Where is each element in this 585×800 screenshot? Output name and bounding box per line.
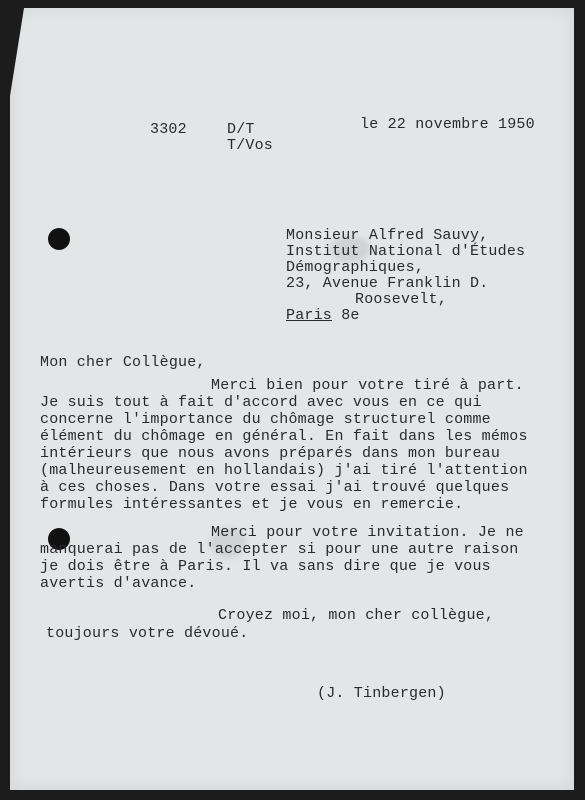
body-line: Merci bien pour votre tiré à part. xyxy=(211,377,524,394)
recipient-city: Paris xyxy=(286,307,333,324)
body-line: à ces choses. Dans votre essai j'ai trouvé quelques xyxy=(40,479,510,496)
reference-code-secondary: T/Vos xyxy=(227,137,274,154)
body-line: concerne l'importance du chômage structurel comme xyxy=(40,411,491,428)
recipient-street-cont: Roosevelt, xyxy=(355,291,448,308)
closing-line: toujours votre dévoué. xyxy=(46,625,249,642)
body-line: élément du chômage en général. En fait dans les mémos xyxy=(40,428,528,445)
letter-date: le 22 novembre 1950 xyxy=(360,116,535,133)
body-line: avertis d'avance. xyxy=(40,575,197,592)
body-line: manquerai pas de l'accepter si pour une autre raison xyxy=(40,541,519,558)
body-line: Merci pour votre invitation. Je ne xyxy=(211,524,524,541)
recipient-institution: Institut National d'Études xyxy=(286,243,526,260)
letter-page xyxy=(10,8,574,790)
body-line: (malheureusement en hollandais) j'ai tiré l'attention xyxy=(40,462,528,479)
recipient-city-line xyxy=(286,308,360,324)
body-line: formules intéressantes et je vous en remercie. xyxy=(40,496,464,513)
body-line: Je suis tout à fait d'accord avec vous en ce qui xyxy=(40,394,482,411)
reference-number: 3302 xyxy=(150,121,187,138)
recipient-name: Monsieur Alfred Sauvy, xyxy=(286,227,489,244)
closing-line: Croyez moi, mon cher collègue, xyxy=(218,607,495,624)
body-line: intérieurs que nous avons préparés dans mon bureau xyxy=(40,445,501,462)
recipient-institution-cont: Démographiques, xyxy=(286,259,425,276)
folded-corner xyxy=(10,8,24,96)
recipient-street: 23, Avenue Franklin D. xyxy=(286,275,489,292)
reference-code: D/T xyxy=(227,121,255,138)
recipient-district: 8e xyxy=(341,307,360,324)
punch-hole-top xyxy=(48,228,70,250)
signature: (J. Tinbergen) xyxy=(317,685,446,702)
salutation: Mon cher Collègue, xyxy=(40,354,206,371)
body-line: je dois être à Paris. Il va sans dire que je vous xyxy=(40,558,491,575)
